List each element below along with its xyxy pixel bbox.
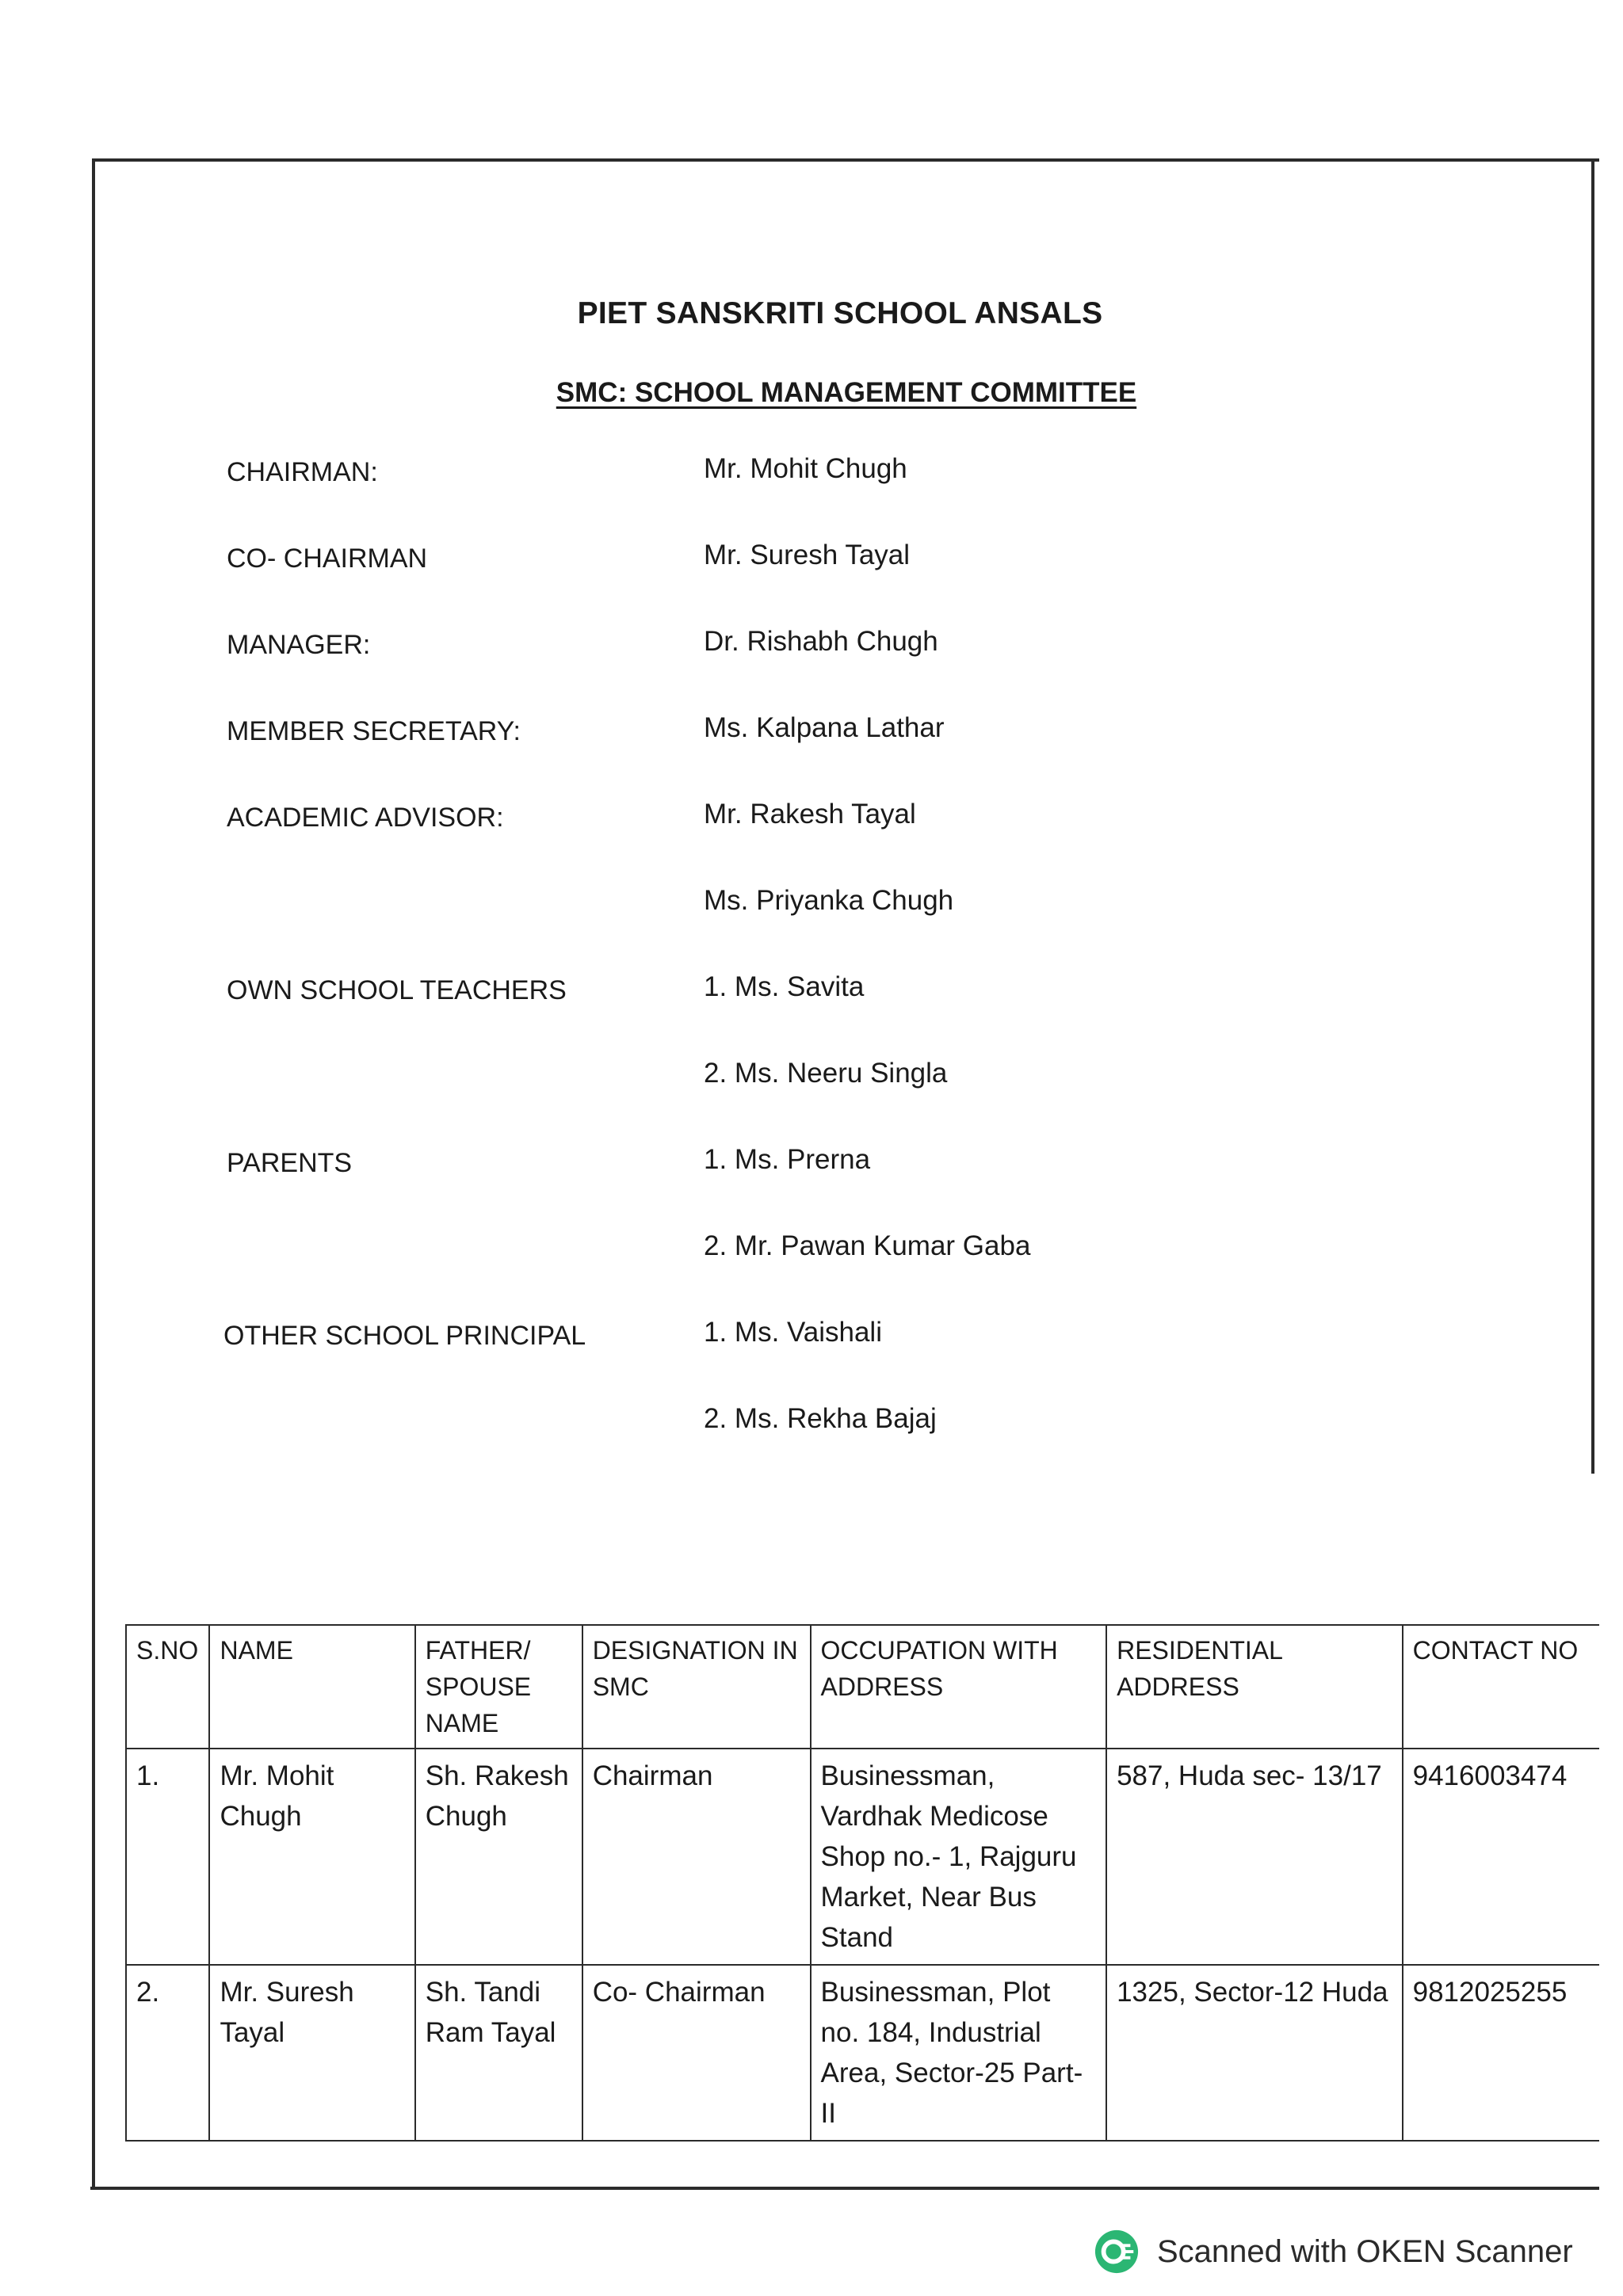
member-name: 1. Ms. Prerna [704, 1144, 871, 1175]
cell-sno: 1. [126, 1749, 209, 1965]
cell-contact: 9812025255 [1403, 1965, 1599, 2141]
table-header-row [126, 1625, 1599, 1749]
cell-name: Mr. Suresh Tayal [209, 1965, 414, 2141]
member-name: 2. Mr. Pawan Kumar Gaba [704, 1230, 1031, 1261]
column-header-residential: RESIDENTIAL ADDRESS [1106, 1625, 1403, 1749]
role-label-member-secretary: MEMBER SECRETARY: [227, 716, 521, 746]
member-name: 2. Ms. Rekha Bajaj [704, 1403, 937, 1434]
column-header-designation: DESIGNATION IN SMC [582, 1625, 811, 1749]
oken-scanner-logo-icon [1094, 2229, 1140, 2275]
document-frame-top [94, 158, 1599, 162]
role-label-own-school-teachers: OWN SCHOOL TEACHERS [227, 975, 567, 1005]
role-label-chairman: CHAIRMAN: [227, 457, 378, 487]
member-name: Mr. Suresh Tayal [704, 540, 911, 570]
document-frame-left [92, 158, 95, 2187]
table-row [126, 1965, 1599, 2141]
cell-father-spouse: Sh. Rakesh Chugh [415, 1749, 582, 1965]
column-header-sno: S.NO [126, 1625, 209, 1749]
scanner-watermark-text: Scanned with OKEN Scanner [1157, 2233, 1573, 2269]
school-name-heading: PIET SANSKRITI SCHOOL ANSALS [577, 296, 1103, 330]
member-name: Mr. Rakesh Tayal [704, 799, 916, 830]
member-name: Ms. Kalpana Lathar [704, 712, 945, 743]
table-row [126, 1749, 1599, 1965]
scanner-watermark [1094, 2228, 1573, 2275]
role-label-other-school-principal: OTHER SCHOOL PRINCIPAL [223, 1321, 586, 1351]
member-name: 2. Ms. Neeru Singla [704, 1058, 948, 1089]
role-label-academic-advisor: ACADEMIC ADVISOR: [227, 803, 504, 833]
document-frame-right [1591, 158, 1594, 1474]
smc-members-table [125, 1624, 1599, 2142]
cell-residential: 587, Huda sec- 13/17 [1106, 1749, 1403, 1965]
cell-father-spouse: Sh. Tandi Ram Tayal [415, 1965, 582, 2141]
cell-name: Mr. Mohit Chugh [209, 1749, 414, 1965]
cell-residential: 1325, Sector-12 Huda [1106, 1965, 1403, 2141]
document-frame-bottom [90, 2187, 1599, 2190]
cell-designation: Chairman [582, 1749, 811, 1965]
cell-occupation: Businessman, Vardhak Medicose Shop no.- 1, Rajguru Market, Near Bus Stand [811, 1749, 1107, 1965]
column-header-contact: CONTACT NO [1403, 1625, 1599, 1749]
member-name: Dr. Rishabh Chugh [704, 626, 938, 657]
column-header-father-spouse: FATHER/ SPOUSE NAME [415, 1625, 582, 1749]
role-label-parents: PARENTS [227, 1148, 353, 1178]
cell-occupation: Businessman, Plot no. 184, Industrial Area, Sector-25 Part-II [811, 1965, 1107, 2141]
committee-title-heading: SMC: SCHOOL MANAGEMENT COMMITTEE [556, 377, 1137, 408]
column-header-name: NAME [209, 1625, 414, 1749]
cell-designation: Co- Chairman [582, 1965, 811, 2141]
column-header-occupation: OCCUPATION WITH ADDRESS [811, 1625, 1107, 1749]
member-name: 1. Ms. Vaishali [704, 1317, 882, 1348]
role-label-co-chairman: CO- CHAIRMAN [227, 543, 428, 574]
member-name: Ms. Priyanka Chugh [704, 885, 954, 916]
member-name: Mr. Mohit Chugh [704, 453, 907, 484]
cell-contact: 9416003474 [1403, 1749, 1599, 1965]
cell-sno: 2. [126, 1965, 209, 2141]
role-label-manager: MANAGER: [227, 630, 371, 660]
member-name: 1. Ms. Savita [704, 971, 865, 1002]
